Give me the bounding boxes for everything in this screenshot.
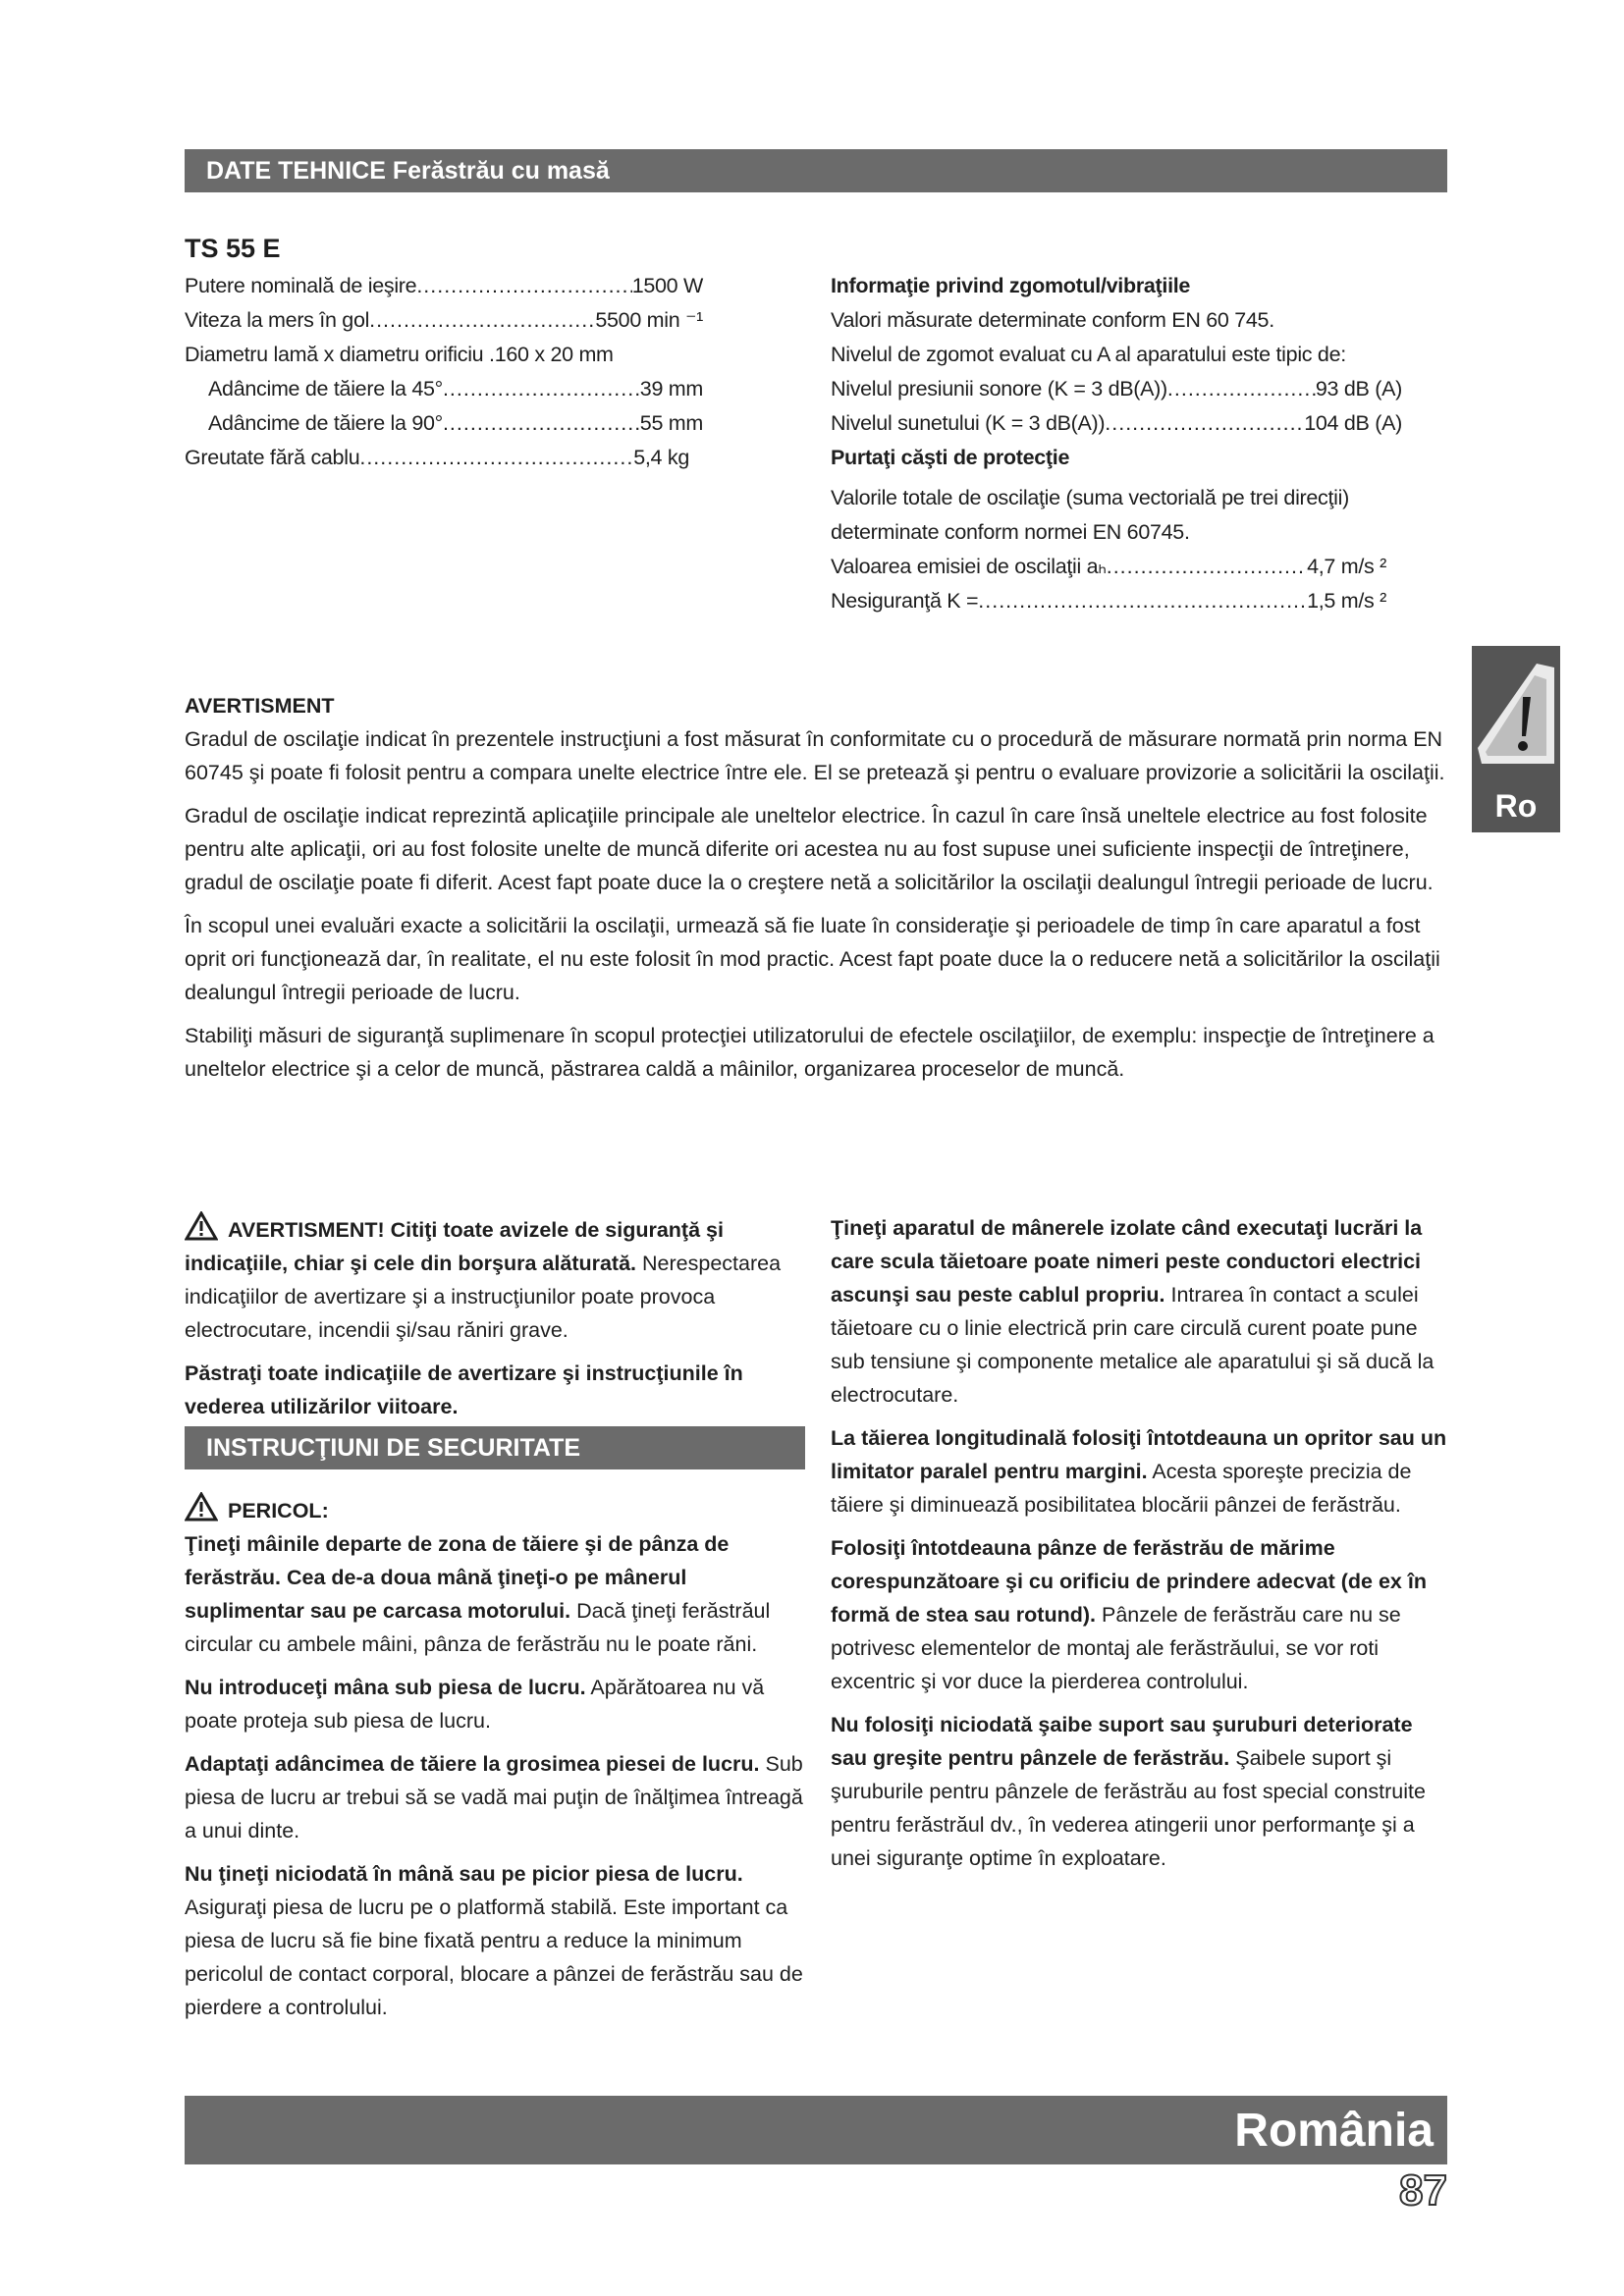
language-tab: [1472, 646, 1560, 832]
noise-title: Informaţie privind zgomotul/vibraţiile: [831, 274, 1191, 297]
spec-row: [185, 441, 689, 475]
safety-item: [185, 1747, 805, 1847]
ear-protection-note: Purtaţi căşti de protecţie: [831, 446, 1070, 469]
vibration-text: Valorile totale de oscilaţie (suma vectorială pe trei direcţii) determinate conform normei EN 60745.: [831, 486, 1349, 544]
safety-item: [831, 1531, 1451, 1698]
spec-label: Adâncime de tăiere la 45°: [208, 377, 443, 400]
danger-label: PERICOL:: [228, 1499, 329, 1522]
spec-value: 39 mm: [639, 377, 703, 400]
warning-paragraph: Stabiliţi măsuri de siguranţă suplimenare în scopul protecţiei utilizatorului de efectele oscilaţiilor, de exemplu: inspecţie de întreţinere a uneltelor electrice şi a celor de muncă, păstrarea caldă a mâinilor, organizarea proceselor de muncă.: [185, 1024, 1435, 1081]
safety-item-text: Dacă ţineţi ferăstrăul circular cu ambele mâini, pânza de ferăstrău nu le poate răni.: [185, 1599, 771, 1656]
noise-value: 104 dB (A): [1304, 411, 1402, 435]
warning-icon: [185, 1211, 218, 1241]
safety-item: [831, 1421, 1451, 1522]
keep-instructions: Păstraţi toate indicaţiile de avertizare şi instrucţiunile în vederea utilizărilor viitoare.: [185, 1362, 743, 1418]
spec-label: Diametru lamă x diametru orificiu .: [185, 343, 495, 366]
model-name: TS 55 E: [185, 234, 281, 263]
noise-label: Nivelul presiunii sonore (K = 3 dB(A)): [831, 377, 1167, 400]
spec-label: Putere nominală de ieşire: [185, 274, 417, 297]
warning-text: Nerespectarea indicaţiilor de avertizare şi a instrucţiunilor poate provoca electrocutare, incendii şi/sau răniri grave.: [185, 1252, 782, 1342]
safety-item-bold: Folosiţi întotdeauna pânze de ferăstrău de mărime corespunzătoare şi cu orificiu de prindere adecvat (de ex în formă de stea sau rotund).: [831, 1536, 1427, 1627]
spec-label: Adâncime de tăiere la 90°: [208, 411, 443, 435]
safety-item-text: Acesta sporeşte precizia de tăiere şi diminuează posibilitatea blocării pânzei de ferăstrău.: [831, 1460, 1412, 1517]
noise-intro: Nivelul de zgomot evaluat cu A al aparatului este tipic de:: [831, 343, 1346, 366]
safety-item-text: Sub piesa de lucru ar trebui să se vadă mai puţin de înălţimea întreagă a unui dinte.: [185, 1752, 803, 1842]
language-code: Ro: [1494, 788, 1538, 824]
vibration-row: [831, 584, 1386, 618]
warning-triangle-icon: [1472, 654, 1560, 781]
spec-table: [185, 269, 703, 475]
safety-item-bold: Ţineţi mâinile departe de zona de tăiere şi de pânza de ferăstrău. Cea de-a doua mână ţineţi-o pe mânerul suplimentar sau pe carcasa motorului.: [185, 1532, 730, 1623]
safety-item: [185, 1671, 805, 1737]
spec-value: 160 x 20 mm: [494, 343, 614, 366]
spec-row: [185, 303, 703, 338]
spec-value: 5500 min ⁻¹: [595, 308, 703, 332]
safety-item-text: Asiguraţi piesa de lucru pe o platformă stabilă. Este important ca piesa de lucru să fie bine fixată pentru a reduce la minimum pericolul de contact corporal, blocare a pânzei de ferăstrău sau de pierdere a controlului.: [185, 1896, 803, 2019]
vibration-label: Nesiguranţă K =: [831, 589, 979, 613]
safety-item: [831, 1211, 1451, 1412]
vibration-value: 1,5 m/s ²: [1307, 589, 1386, 613]
warning-paragraph: Gradul de oscilaţie indicat reprezintă aplicaţiile principale ale uneltelor electrice. În cazul în care însă uneltele electrice au fost folosite pentru alte aplicaţii, ori au fost folosite unelte de muncă diferite ori acestea nu au fost supuse unei suficiente inspecţii de întreţinere, gradul de oscilaţie poate fi diferit. Acest fapt poate duce la o creştere netă a solicitărilor la oscilaţii dealungul întregii perioade de lucru.: [185, 804, 1434, 894]
section-header-technical-data: DATE TEHNICE Ferăstrău cu masă: [185, 149, 1447, 192]
safety-item-text: Intrarea în contact a sculei tăietoare cu o linie electrică prin care circulă curent poate pune sub tensiune şi componente metalice ale aparatului şi să ducă la electrocutare.: [831, 1283, 1435, 1407]
section-header-safety: INSTRUCŢIUNI DE SECURITATE: [185, 1426, 805, 1469]
spec-label: Greutate fără cablu: [185, 446, 360, 469]
noise-row: [831, 372, 1402, 406]
safety-item-bold: Nu introduceţi mâna sub piesa de lucru.: [185, 1676, 586, 1699]
noise-label: Nivelul sunetului (K = 3 dB(A)): [831, 411, 1106, 435]
spec-label: Viteza la mers în gol: [185, 308, 370, 332]
noise-value: 93 dB (A): [1315, 377, 1402, 400]
spec-row: [185, 338, 703, 372]
spec-row: [185, 372, 703, 406]
safety-item-bold: Adaptaţi adâncimea de tăiere la grosimea piesei de lucru.: [185, 1752, 760, 1776]
vibration-label: Valoarea emisiei de oscilaţii aₕ: [831, 555, 1107, 578]
safety-warning: [185, 1211, 805, 1347]
page-number: 87: [1399, 2166, 1447, 2215]
warning-paragraph: În scopul unei evaluări exacte a solicitării la oscilaţii, urmează să fie luate în consideraţie şi perioadele de timp în care aparatul a fost oprit ori funcţionează dar, în realitate, el nu este folosit în mod practic. Acest fapt poate duce la o reducere netă a solicitărilor la oscilaţii dealungul întregii perioade de lucru.: [185, 914, 1440, 1004]
safety-item: [185, 1857, 805, 2024]
noise-row: [831, 406, 1402, 441]
footer-country-bar: România: [185, 2096, 1447, 2164]
noise-vibration-block: [831, 269, 1402, 618]
spec-row: [185, 269, 703, 303]
warning-icon: [185, 1492, 218, 1522]
danger-heading: [185, 1492, 805, 1527]
safety-item-bold: La tăierea longitudinală folosiţi întotdeauna un opritor sau un limitator paralel pentru margini.: [831, 1426, 1447, 1483]
warning-section: [185, 689, 1451, 1095]
vibration-row: [831, 550, 1386, 584]
safety-item-bold: Nu ţineţi niciodată în mână sau pe picior piesa de lucru.: [185, 1862, 743, 1886]
noise-standard: Valori măsurate determinate conform EN 60 745.: [831, 308, 1274, 332]
spec-value: 55 mm: [639, 411, 703, 435]
safety-item-text: Apărătoarea nu vă poate proteja sub piesa de lucru.: [185, 1676, 765, 1733]
safety-item: [831, 1708, 1451, 1875]
vibration-value: 4,7 m/s ²: [1307, 555, 1386, 578]
warning-paragraph: Gradul de oscilaţie indicat în prezentele instrucţiuni a fost măsurat în conformitate cu o procedură de măsurare normată prin norma EN 60745 şi poate fi folosit pentru a compara unelte electrice între ele. El se pretează şi pentru o evaluare provizorie a solicitării la oscilaţii.: [185, 727, 1445, 784]
warning-title: AVERTISMENT: [185, 694, 335, 718]
left-column: [185, 1211, 805, 1433]
left-column-safety: [185, 1492, 805, 2034]
safety-item-text: Pânzele de ferăstrău care nu se potrivesc elementelor de montaj ale ferăstrăului, se vor roti excentric şi vor duce la pierderea controlului.: [831, 1603, 1401, 1693]
right-column: [831, 1211, 1451, 1885]
safety-item-bold: Ţineţi aparatul de mânerele izolate când executaţi lucrări la care scula tăietoare poate nimeri peste conductori electrici ascunşi sau peste cablul propriu.: [831, 1216, 1423, 1307]
spec-value: 1500 W: [631, 274, 703, 297]
safety-item-bold: Nu folosiţi niciodată şaibe suport sau şuruburi deteriorate sau greşite pentru pânzele de ferăstrău.: [831, 1713, 1413, 1770]
safety-item: [185, 1527, 805, 1661]
safety-item-text: Şaibele suport şi şuruburile pentru pânzele de ferăstrău au fost special construite pentru ferăstrăul dv., în vederea atingerii unor performanţe şi a unei siguranţe optime în exploatare.: [831, 1746, 1426, 1870]
warning-bold: AVERTISMENT! Citiţi toate avizele de siguranţă şi indicaţiile, chiar şi cele din borşura alăturată.: [185, 1218, 724, 1275]
spec-value: 5,4 kg: [633, 446, 689, 469]
spec-row: [185, 406, 703, 441]
